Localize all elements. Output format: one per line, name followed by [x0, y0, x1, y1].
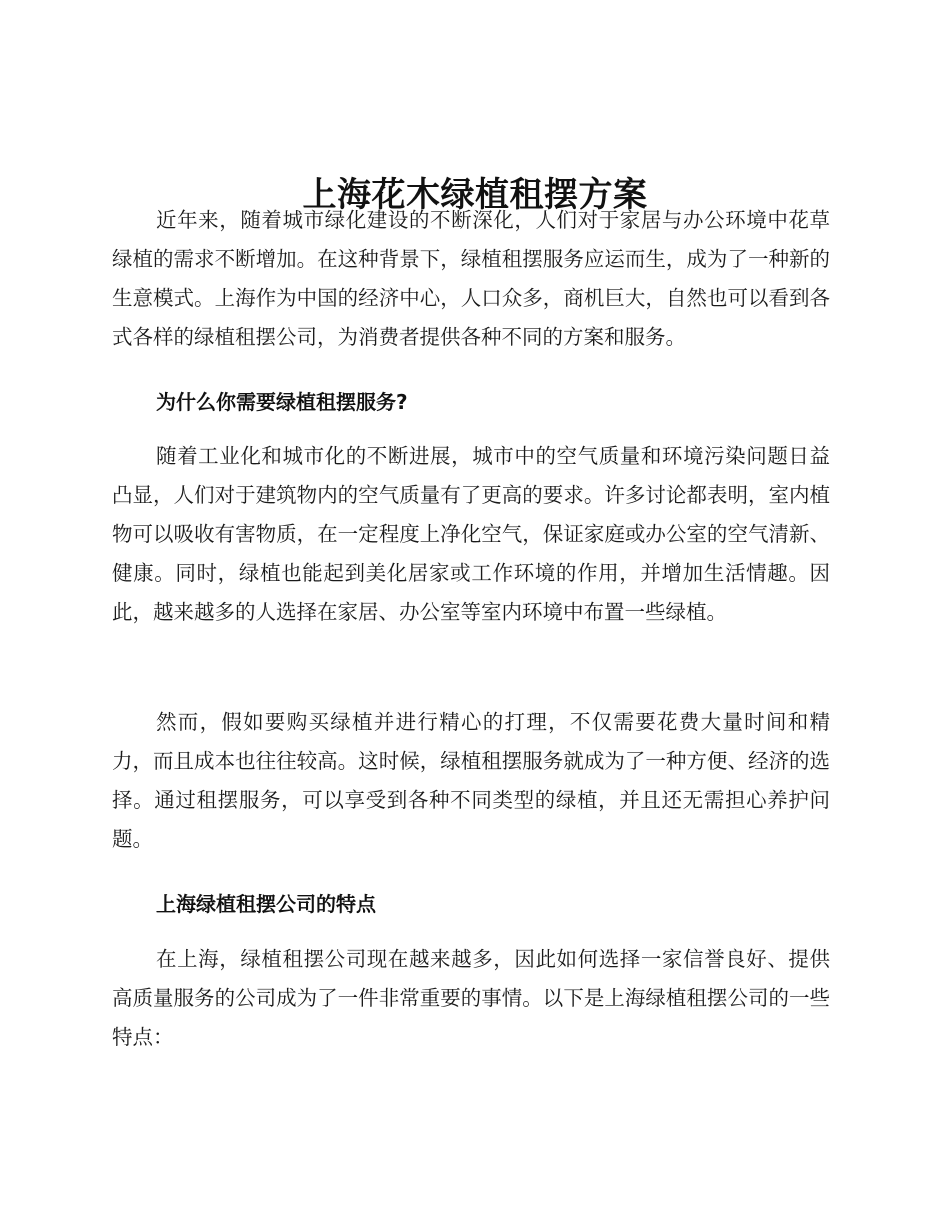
- why-paragraph-2: 然而，假如要购买绿植并进行精心的打理，不仅需要花费大量时间和精力，而且成本也往往较高。这时候，绿植租摆服务就成为了一种方便、经济的选择。通过租摆服务，可以享受到各种不同类型的绿植，并且还无需担心养护问题。: [112, 710, 830, 851]
- document-title: 上海花木绿植租摆方案: [302, 174, 648, 215]
- features-intro-paragraph: 在上海，绿植租摆公司现在越来越多，因此如何选择一家信誉良好、提供高质量服务的公司成为了一件非常重要的事情。以下是上海绿植租摆公司的一些特点：: [112, 947, 830, 1049]
- section-heading-why: 为什么你需要绿植租摆服务?: [156, 390, 408, 414]
- intro-paragraph: 近年来，随着城市绿化建设的不断深化，人们对于家居与办公环境中花草绿植的需求不断增加。在这种背景下，绿植租摆服务应运而生，成为了一种新的生意模式。上海作为中国的经济中心，人口众多，商机巨大，自然也可以看到各式各样的绿植租摆公司，为消费者提供各种不同的方案和服务。: [112, 208, 830, 349]
- why-paragraph-1: 随着工业化和城市化的不断进展，城市中的空气质量和环境污染问题日益凸显，人们对于建筑物内的空气质量有了更高的要求。许多讨论都表明，室内植物可以吸收有害物质，在一定程度上净化空气，保证家庭或办公室的空气清新、健康。同时，绿植也能起到美化居家或工作环境的作用，并增加生活情趣。因此，越来越多的人选择在家居、办公室等室内环境中布置一些绿植。: [112, 444, 830, 624]
- section-heading-features: 上海绿植租摆公司的特点: [156, 892, 376, 916]
